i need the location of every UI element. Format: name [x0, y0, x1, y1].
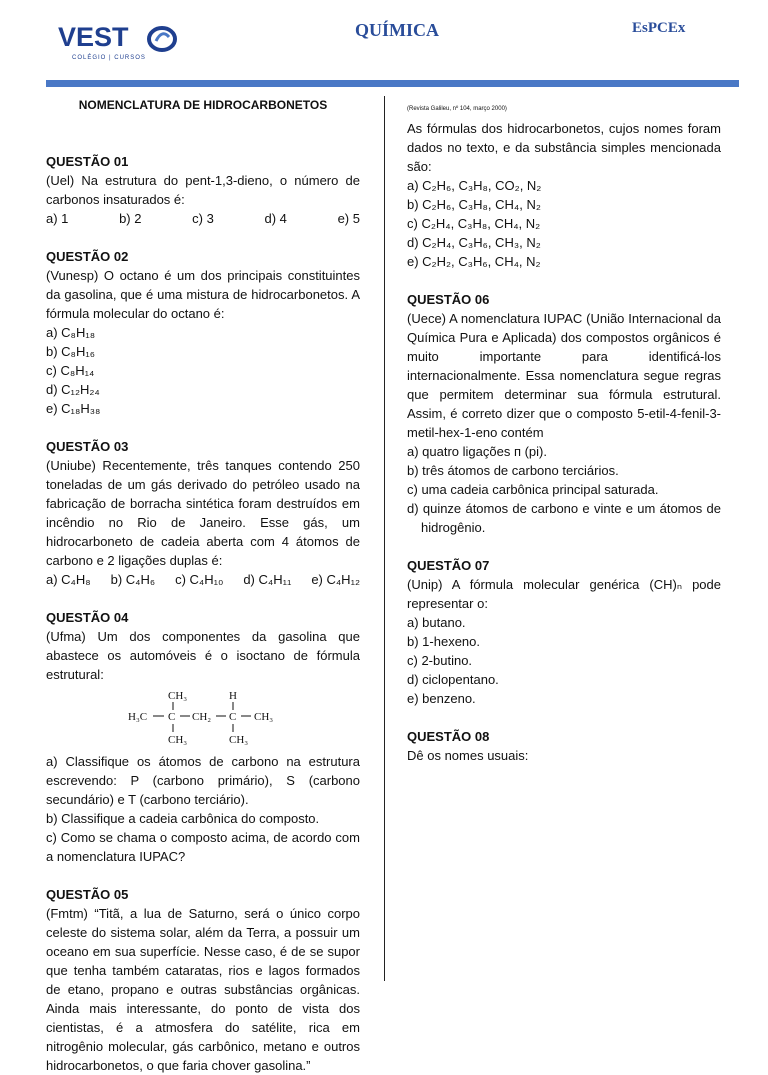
- option: c) 2-butino.: [407, 653, 473, 668]
- option: c) 3: [192, 211, 214, 226]
- option: b) 2: [119, 211, 142, 226]
- option: b) C₄H₆: [110, 572, 156, 587]
- question-05-citation: (Revista Galileu, nº 104, março 2000): [407, 106, 507, 112]
- question-05-citation-line: [407, 96, 721, 119]
- question-03-options: [46, 570, 360, 589]
- option: b) três átomos de carbono terciários.: [407, 463, 619, 478]
- right-column: [407, 96, 721, 765]
- struct-ch3-right: CH₃: [254, 711, 274, 723]
- question-02-heading: QUESTÃO 02: [46, 249, 129, 264]
- question-03-text: (Uniube) Recentemente, três tanques contendo 250 toneladas de um gás derivado do petróleo usado na fabricação de borracha sintética foram destruídos em incêndio no Rio de Janeiro. Esse gás, um hidrocarboneto de cadeia aberta com 4 átomos de carbono e 2 ligações duplas é:: [46, 458, 360, 568]
- question-04-heading: QUESTÃO 04: [46, 610, 129, 625]
- question-03-heading: QUESTÃO 03: [46, 439, 129, 454]
- option: a) 1: [46, 211, 69, 226]
- option: c) C₂H₄, C₃H₈, CH₄, N₂: [407, 216, 541, 231]
- left-column: [46, 96, 360, 1075]
- struct-c1: C: [168, 711, 176, 723]
- question-04-text: (Ufma) Um dos componentes da gasolina que abastece os automóveis é o isoctano de fórmula estrutural:: [46, 629, 360, 682]
- struct-c2: C: [229, 711, 237, 723]
- option: a) quatro ligações ᴨ (pi).: [407, 444, 547, 459]
- struct-top-right: H: [229, 690, 237, 702]
- option: d) quinze átomos de carbono e vinte e um átomos de hidrogênio.: [407, 501, 721, 535]
- option: c) C₄H₁₀: [175, 572, 224, 587]
- option: a) C₂H₆, C₃H₈, CO₂, N₂: [407, 178, 542, 193]
- option: b) C₈H₁₆: [46, 344, 95, 359]
- question-07-heading: QUESTÃO 07: [407, 558, 490, 573]
- question-04-part-b: b) Classifique a cadeia carbônica do composto.: [46, 811, 320, 826]
- option: d) C₂H₄, C₃H₆, CH₃, N₂: [407, 235, 541, 250]
- option: e) C₂H₂, C₃H₆, CH₄, N₂: [407, 254, 541, 269]
- option: a) butano.: [407, 615, 466, 630]
- question-05-text2: As fórmulas dos hidrocarbonetos, cujos nomes foram dados no texto, e da substância simples mencionada são:: [407, 121, 721, 174]
- struct-bottom-left: CH₃: [168, 734, 188, 746]
- option: e) 5: [337, 211, 360, 226]
- question-05-quote: (Fmtm) “Titã, a lua de Saturno, será o único corpo celeste do sistema solar, além da Terra, a possuir um oceano em sua superfície. Nesse caso, é de se supor que tenha também cataratas, rios e lagos formados de etano, propano e outras substâncias orgânicas. Ainda mais interessante, do ponto de vista dos cientistas, é a atmosfera do satélite, rica em nitrogênio molecular, gás carbônico, metano e outros hidrocarbonetos, o que faria chover gasolina.”: [46, 906, 360, 1073]
- school-logo: [58, 22, 188, 66]
- option: c) uma cadeia carbônica principal saturada.: [407, 482, 659, 497]
- question-07-text: (Unip) A fórmula molecular genérica (CH)ₙ pode representar o:: [407, 577, 721, 611]
- isooctane-structure: [128, 688, 288, 746]
- question-04-part-c: c) Como se chama o composto acima, de acordo com a nomenclatura IUPAC?: [46, 830, 360, 864]
- question-08-text: Dê os nomes usuais:: [407, 748, 529, 763]
- column-divider: [384, 96, 385, 981]
- subject-title: QUÍMICA: [355, 20, 439, 40]
- option: a) C₄H₈: [46, 572, 91, 587]
- header-rule: [46, 80, 739, 87]
- option: c) C₈H₁₄: [46, 363, 95, 378]
- struct-top-left: CH₃: [168, 690, 188, 702]
- struct-h3c: H₃C: [128, 711, 148, 723]
- struct-ch2: CH₂: [192, 711, 212, 723]
- exam-label: EsPCEx: [632, 20, 686, 36]
- option: d) 4: [264, 211, 287, 226]
- option: d) ciclopentano.: [407, 672, 499, 687]
- option: d) C₁₂H₂₄: [46, 382, 100, 397]
- question-01-text: (Uel) Na estrutura do pent-1,3-dieno, o número de carbonos insaturados é:: [46, 173, 360, 207]
- logo-wordmark: VEST: [58, 22, 129, 52]
- document-title: NOMENCLATURA DE HIDROCARBONETOS: [78, 98, 328, 112]
- page-header: [0, 0, 768, 90]
- question-08-heading: QUESTÃO 08: [407, 729, 490, 744]
- option: e) benzeno.: [407, 691, 476, 706]
- option: b) C₂H₆, C₃H₈, CH₄, N₂: [407, 197, 541, 212]
- option: a) C₈H₁₈: [46, 325, 96, 340]
- option: d) C₄H₁₁: [243, 572, 292, 587]
- question-05-heading: QUESTÃO 05: [46, 887, 129, 902]
- option: e) C₄H₁₂: [311, 572, 360, 587]
- question-01-heading: QUESTÃO 01: [46, 154, 129, 169]
- option: b) 1-hexeno.: [407, 634, 480, 649]
- option: e) C₁₈H₃₈: [46, 401, 101, 416]
- question-05-text: [46, 904, 360, 1075]
- question-04-part-a: a) Classifique os átomos de carbono na estrutura escrevendo: P (carbono primário), S (carbono secundário) e T (carbono terciário).: [46, 754, 360, 807]
- question-01-options: [46, 209, 360, 228]
- question-06-text: (Uece) A nomenclatura IUPAC (União Internacional da Química Pura e Aplicada) dos compostos orgânicos é muito importante para identificá-los internacionalmente. Essa nomenclatura segue regras que permitem determinar sua fórmula estrutural. Assim, é correto dizer que o composto 5-etil-4-fenil-3-metil-hex-1-eno contém: [407, 311, 721, 440]
- question-06-heading: QUESTÃO 06: [407, 292, 490, 307]
- struct-bottom-right: CH₃: [229, 734, 249, 746]
- logo-emblem-icon: [147, 25, 177, 53]
- logo-subtitle: COLÉGIO | CURSOS: [72, 55, 146, 61]
- question-02-text: (Vunesp) O octano é um dos principais constituintes da gasolina, que é uma mistura de hidrocarbonetos. A fórmula molecular do octano é:: [46, 268, 360, 321]
